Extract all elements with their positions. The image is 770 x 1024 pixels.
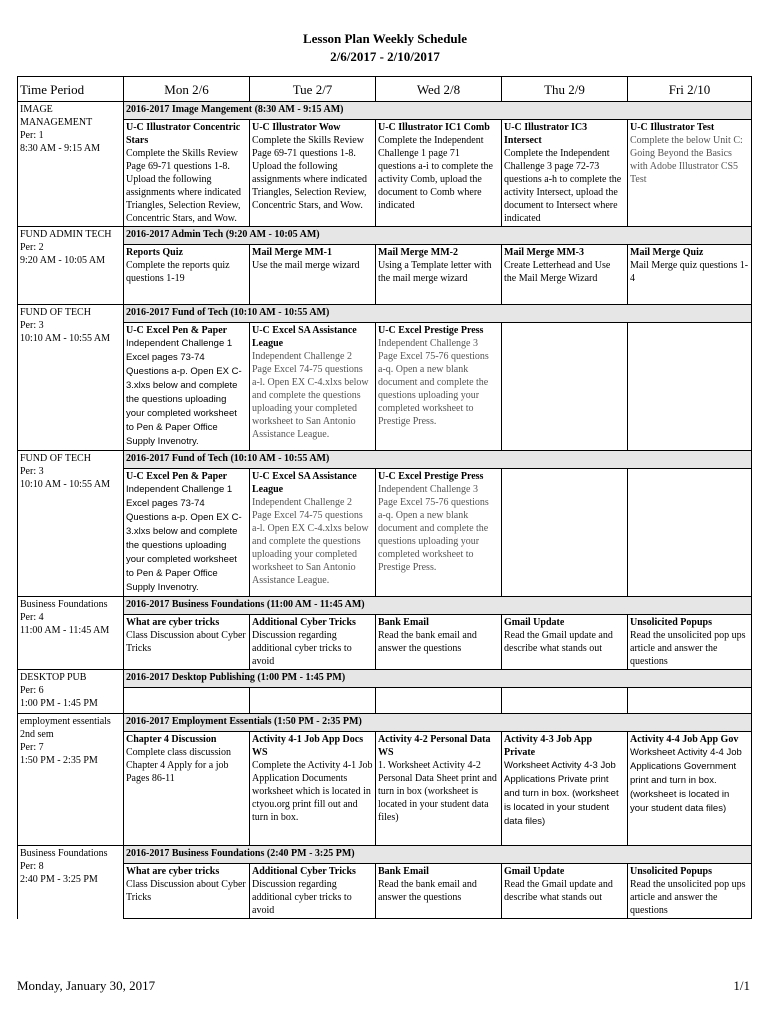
period-cell	[18, 102, 124, 227]
period-per: Per: 6	[20, 685, 44, 696]
header-time-period: Time Period	[18, 77, 124, 102]
period-name: DESKTOP PUB	[20, 672, 87, 683]
lesson-description: Complete the Independent Challenge 1 page 71 questions a-i to complete the activity Comb, upload the document to Comb where indicated	[378, 135, 493, 211]
lesson-cell	[628, 120, 752, 227]
period-time: 11:00 AM - 11:45 AM	[20, 625, 110, 636]
period-content-row	[18, 120, 752, 227]
course-band: 2016-2017 Admin Tech (9:20 AM - 10:05 AM)	[124, 227, 752, 245]
lesson-title: Activity 4-4 Job App Gov	[630, 734, 739, 745]
lesson-description: Class Discussion about Cyber Tricks	[126, 630, 246, 654]
lesson-cell	[376, 323, 502, 451]
period-content-row	[18, 323, 752, 451]
lesson-title: U-C Excel Prestige Press	[378, 325, 484, 336]
period-per: Per: 4	[20, 612, 44, 623]
lesson-cell	[502, 732, 628, 846]
lesson-description: Discussion regarding additional cyber tricks to avoid	[252, 630, 352, 667]
lesson-description: Read the Gmail update and describe what stands out	[504, 630, 613, 654]
lesson-cell	[376, 469, 502, 597]
period-cell	[18, 227, 124, 305]
period-name: employment essentials 2nd sem	[20, 716, 111, 740]
lesson-description: Discussion regarding additional cyber tricks to avoid	[252, 879, 352, 916]
period-per: Per: 1	[20, 130, 44, 141]
lesson-title: Mail Merge MM-2	[378, 247, 458, 258]
lesson-title: Mail Merge MM-1	[252, 247, 332, 258]
date-range: 2/6/2017 - 2/10/2017	[330, 49, 440, 64]
period-content-row	[18, 469, 752, 597]
footer-page: 1/1	[733, 978, 750, 993]
lesson-cell	[124, 688, 250, 714]
lesson-cell	[502, 323, 628, 451]
lesson-title: U-C Excel SA Assistance League	[252, 325, 357, 349]
period-band-row	[18, 714, 752, 732]
header-wed: Wed 2/8	[376, 77, 502, 102]
lesson-title: U-C Illustrator IC3 Intersect	[504, 122, 588, 146]
period-content-row	[18, 732, 752, 846]
lesson-cell	[502, 245, 628, 305]
lesson-description: Complete the Activity 4-1 Job Application Documents worksheet which is located in ctyou.org print fill out and turn in box.	[252, 760, 373, 823]
period-per: Per: 7	[20, 742, 44, 753]
lesson-description: Worksheet Activity 4-3 Job Applications Private print and turn in box. (worksheet is located in your student data files)	[504, 760, 619, 827]
period-cell	[18, 305, 124, 451]
lesson-cell	[628, 469, 752, 597]
lesson-cell	[376, 732, 502, 846]
lesson-cell	[250, 615, 376, 670]
course-band: 2016-2017 Fund of Tech (10:10 AM - 10:55 AM)	[124, 305, 752, 323]
lesson-description: Read the Gmail update and describe what stands out	[504, 879, 613, 903]
course-band: 2016-2017 Business Foundations (11:00 AM - 11:45 AM)	[124, 597, 752, 615]
period-content-row	[18, 864, 752, 919]
header-mon: Mon 2/6	[124, 77, 250, 102]
lesson-cell	[124, 615, 250, 670]
lesson-description: Independent Challenge 1 Excel pages 73-74 Questions a-p. Open EX C-3.xlxs below and complete the questions uploading your completed worksheet to Pen & Paper Office Supply Invenotry.	[126, 484, 242, 593]
course-band: 2016-2017 Desktop Publishing (1:00 PM - 1:45 PM)	[124, 670, 752, 688]
lesson-title: U-C Illustrator IC1 Comb	[378, 122, 490, 133]
period-band-row	[18, 846, 752, 864]
lesson-description: Complete the below Unit C: Going Beyond the Basics with Adobe Illustrator CS5 Test	[630, 135, 743, 185]
lesson-cell	[628, 864, 752, 919]
lesson-title: U-C Excel Pen & Paper	[126, 325, 228, 336]
lesson-title: Gmail Update	[504, 617, 565, 628]
period-name: FUND ADMIN TECH	[20, 229, 112, 240]
lesson-title: U-C Excel Prestige Press	[378, 471, 484, 482]
lesson-cell	[250, 245, 376, 305]
period-time: 1:00 PM - 1:45 PM	[20, 698, 98, 709]
lesson-title: Bank Email	[378, 866, 429, 877]
period-band-row	[18, 670, 752, 688]
period-content-row	[18, 245, 752, 305]
lesson-description: Independent Challenge 3 Page Excel 75-76 questions a-q. Open a new blank document and complete the questions uploading your completed worksheet to Prestige Press.	[378, 338, 489, 427]
lesson-cell	[124, 864, 250, 919]
period-band-row	[18, 597, 752, 615]
period-band-row	[18, 227, 752, 245]
lesson-cell	[628, 245, 752, 305]
header-fri: Fri 2/10	[628, 77, 752, 102]
lesson-cell	[250, 120, 376, 227]
period-time: 9:20 AM - 10:05 AM	[20, 255, 106, 266]
lesson-description: Complete class discussion Chapter 4 Apply for a job Pages 86-11	[126, 747, 231, 784]
lesson-title: U-C Excel Pen & Paper	[126, 471, 228, 482]
lesson-description: 1. Worksheet Activity 4-2 Personal Data Sheet print and turn in box (worksheet is located in your student data files)	[378, 760, 497, 823]
period-band-row	[18, 451, 752, 469]
lesson-description: Complete the Skills Review Page 69-71 questions 1-8. Upload the following assignments where indicated Triangles, Selection Review, Concentric Stars, and Wow.	[126, 148, 241, 224]
period-name: Business Foundations	[20, 848, 108, 859]
period-cell	[18, 597, 124, 670]
lesson-title: Chapter 4 Discussion	[126, 734, 217, 745]
lesson-description: Read the unsolicited pop ups article and answer the questions	[630, 879, 746, 916]
schedule-body	[18, 102, 752, 919]
lesson-title: Additional Cyber Tricks	[252, 617, 356, 628]
lesson-title: Bank Email	[378, 617, 429, 628]
period-time: 2:40 PM - 3:25 PM	[20, 874, 98, 885]
period-time: 8:30 AM - 9:15 AM	[20, 143, 101, 154]
lesson-description: Complete the Skills Review Page 69-71 questions 1-8. Upload the following assignments where indicated Triangles, Selection Review, Concentric Stars, and Wow.	[252, 135, 367, 211]
lesson-cell	[124, 120, 250, 227]
lesson-description: Complete the Independent Challenge 3 page 72-73 questions a-h to complete the activity Intersect, upload the document to Intersect where indicated	[504, 148, 622, 224]
period-name: FUND OF TECH	[20, 307, 91, 318]
lesson-cell	[502, 469, 628, 597]
lesson-title: Activity 4-3 Job App Private	[504, 734, 593, 758]
lesson-description: Independent Challenge 1 Excel pages 73-74 Questions a-p. Open EX C-3.xlxs below and complete the questions uploading your completed worksheet to Pen & Paper Office Supply Invenotry.	[126, 338, 242, 447]
lesson-cell	[124, 245, 250, 305]
lesson-title: Mail Merge MM-3	[504, 247, 584, 258]
lesson-description: Create Letterhead and Use the Mail Merge Wizard	[504, 260, 611, 284]
period-name: Business Foundations	[20, 599, 108, 610]
course-band: 2016-2017 Business Foundations (2:40 PM - 3:25 PM)	[124, 846, 752, 864]
lesson-cell	[124, 732, 250, 846]
period-per: Per: 2	[20, 242, 44, 253]
header-row	[18, 77, 752, 102]
lesson-description: Class Discussion about Cyber Tricks	[126, 879, 246, 903]
lesson-description: Independent Challenge 3 Page Excel 75-76 questions a-q. Open a new blank document and complete the questions uploading your completed worksheet to Prestige Press.	[378, 484, 489, 573]
lesson-cell	[250, 688, 376, 714]
lesson-title: Unsolicited Popups	[630, 617, 712, 628]
lesson-cell	[628, 688, 752, 714]
period-cell	[18, 451, 124, 597]
lesson-description: Read the bank email and answer the questions	[378, 879, 477, 903]
lesson-title: U-C Illustrator Wow	[252, 122, 341, 133]
lesson-title: What are cyber tricks	[126, 866, 220, 877]
lesson-cell	[628, 615, 752, 670]
lesson-title: Gmail Update	[504, 866, 565, 877]
lesson-cell	[628, 323, 752, 451]
lesson-cell	[250, 732, 376, 846]
period-band-row	[18, 305, 752, 323]
lesson-title: Activity 4-1 Job App Docs WS	[252, 734, 364, 758]
schedule-title: Lesson Plan Weekly Schedule	[302, 31, 468, 46]
lesson-description: Using a Template letter with the mail merge wizard	[378, 260, 492, 284]
lesson-cell	[250, 469, 376, 597]
lesson-description: Independent Challenge 2 Page Excel 74-75 questions a-l. Open EX C-4.xlxs below and complete the questions uploading your completed worksheet to San Antonio Assistance League.	[252, 497, 369, 586]
header-thu: Thu 2/9	[502, 77, 628, 102]
period-band-row	[18, 102, 752, 120]
lesson-title: U-C Illustrator Concentric Stars	[126, 122, 241, 146]
lesson-description: Use the mail merge wizard	[252, 260, 360, 271]
lesson-description: Mail Merge quiz questions 1-4	[630, 260, 749, 284]
period-per: Per: 3	[20, 320, 44, 331]
lesson-cell	[502, 864, 628, 919]
course-band: 2016-2017 Image Mangement (8:30 AM - 9:15 AM)	[124, 102, 752, 120]
lesson-cell	[250, 323, 376, 451]
lesson-description: Read the bank email and answer the questions	[378, 630, 477, 654]
lesson-description: Read the unsolicited pop ups article and answer the questions	[630, 630, 746, 667]
course-band: 2016-2017 Employment Essentials (1:50 PM - 2:35 PM)	[124, 714, 752, 732]
lesson-cell	[124, 323, 250, 451]
lesson-title: What are cyber tricks	[126, 617, 220, 628]
period-cell	[18, 846, 124, 919]
period-time: 10:10 AM - 10:55 AM	[20, 333, 111, 344]
lesson-cell	[250, 864, 376, 919]
lesson-title: U-C Excel SA Assistance League	[252, 471, 357, 495]
lesson-title: Reports Quiz	[126, 247, 183, 258]
lesson-description: Worksheet Activity 4-4 Job Applications Government print and turn in box. (worksheet is located in your student data files)	[630, 747, 742, 814]
period-name: IMAGE MANAGEMENT	[20, 104, 93, 128]
lesson-cell	[376, 688, 502, 714]
footer-date: Monday, January 30, 2017	[17, 978, 156, 993]
lesson-cell	[376, 120, 502, 227]
lesson-cell	[502, 120, 628, 227]
schedule-table	[17, 76, 752, 919]
document-title	[0, 30, 770, 66]
header-tue: Tue 2/7	[250, 77, 376, 102]
period-time: 1:50 PM - 2:35 PM	[20, 755, 98, 766]
lesson-cell	[376, 245, 502, 305]
lesson-cell	[628, 732, 752, 846]
course-band: 2016-2017 Fund of Tech (10:10 AM - 10:55 AM)	[124, 451, 752, 469]
lesson-title: Mail Merge Quiz	[630, 247, 704, 258]
lesson-title: Additional Cyber Tricks	[252, 866, 356, 877]
lesson-description: Complete the reports quiz questions 1-19	[126, 260, 230, 284]
lesson-title: U-C Illustrator Test	[630, 122, 715, 133]
period-cell	[18, 670, 124, 714]
lesson-description: Independent Challenge 2 Page Excel 74-75 questions a-l. Open EX C-4.xlxs below and complete the questions uploading your completed worksheet to San Antonio Assistance League.	[252, 351, 369, 440]
lesson-cell	[502, 688, 628, 714]
lesson-title: Unsolicited Popups	[630, 866, 712, 877]
period-name: FUND OF TECH	[20, 453, 91, 464]
lesson-cell	[376, 615, 502, 670]
lesson-cell	[124, 469, 250, 597]
lesson-cell	[376, 864, 502, 919]
period-cell	[18, 714, 124, 846]
period-time: 10:10 AM - 10:55 AM	[20, 479, 111, 490]
period-per: Per: 3	[20, 466, 44, 477]
period-content-row	[18, 615, 752, 670]
lesson-title: Activity 4-2 Personal Data WS	[378, 734, 491, 758]
lesson-cell	[502, 615, 628, 670]
period-per: Per: 8	[20, 861, 44, 872]
period-content-row	[18, 688, 752, 714]
